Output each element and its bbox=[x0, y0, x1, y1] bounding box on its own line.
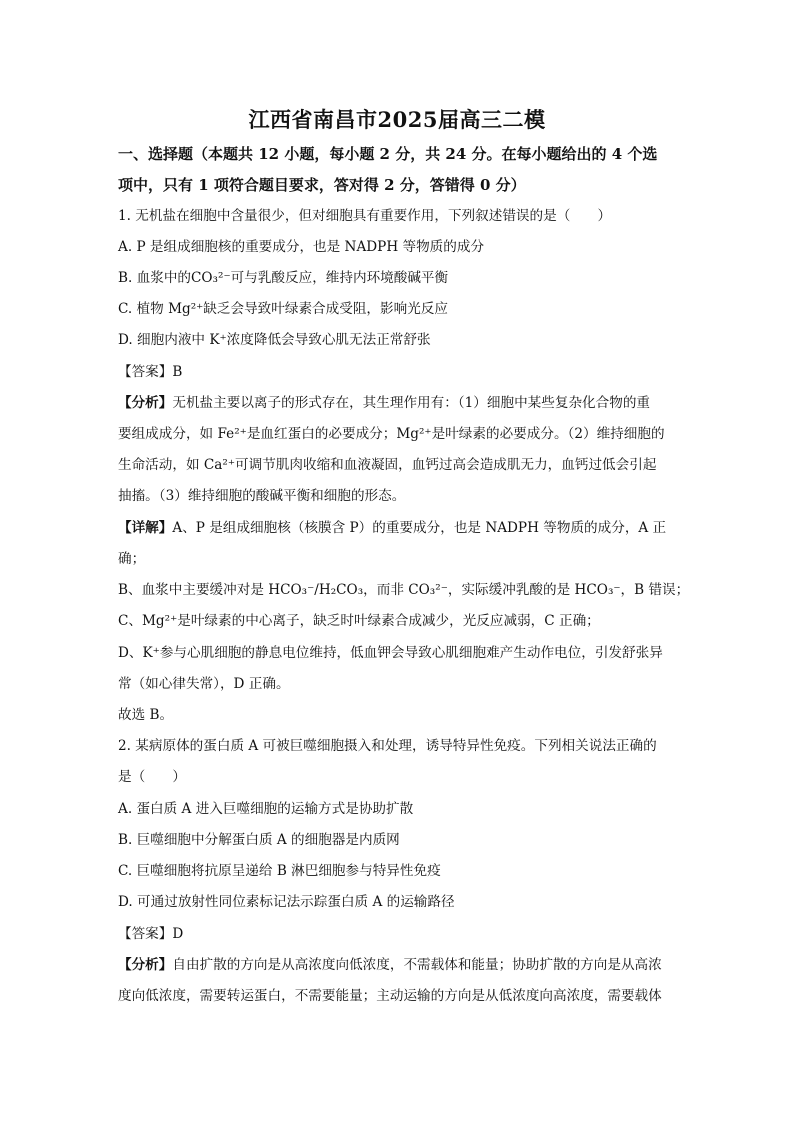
q1-answer: 【答案】B bbox=[118, 364, 183, 380]
q1-detail-line-3: B、血浆中主要缓冲对是 HCO₃⁻/H₂CO₃，而非 CO₃²⁻，实际缓冲乳酸的是 HCO₃⁻，B 错误； bbox=[118, 582, 690, 598]
q1-option-d: D. 细胞内液中 K⁺浓度降低会导致心肌无法正常舒张 bbox=[118, 332, 431, 348]
q1-conclusion: 故选 B。 bbox=[118, 707, 174, 723]
q2-answer: 【答案】D bbox=[118, 926, 184, 942]
q1-detail-line-4: C、Mg²⁺是叶绿素的中心离子，缺乏时叶绿素合成减少，光反应减弱，C 正确； bbox=[118, 613, 600, 629]
q2-option-b: B. 巨噬细胞中分解蛋白质 A 的细胞器是内质网 bbox=[118, 832, 400, 848]
q2-stem-line-1: 2. 某病原体的蛋白质 A 可被巨噬细胞摄入和处理，诱导特异性免疫。下列相关说法正确的 bbox=[118, 738, 657, 754]
q2-option-a: A. 蛋白质 A 进入巨噬细胞的运输方式是协助扩散 bbox=[118, 801, 414, 817]
q1-option-c: C. 植物 Mg²⁺缺乏会导致叶绿素合成受阻，影响光反应 bbox=[118, 301, 448, 317]
q1-detail-line-6: 常（如心律失常），D 正确。 bbox=[118, 676, 290, 692]
q2-option-d: D. 可通过放射性同位素标记法示踪蛋白质 A 的运输路径 bbox=[118, 894, 455, 910]
q2-stem-line-2: 是（ ） bbox=[118, 769, 186, 785]
q2-analysis-line-1 bbox=[118, 955, 678, 975]
q2-analysis-label: 【分析】 bbox=[118, 957, 173, 973]
q1-stem: 1. 无机盐在细胞中含量很少，但对细胞具有重要作用，下列叙述错误的是（ ） bbox=[118, 208, 612, 224]
q1-analysis-line-3: 生命活动，如 Ca²⁺可调节肌肉收缩和血液凝固，血钙过高会造成肌无力，血钙过低会引起 bbox=[118, 457, 657, 473]
q1-detail-line-1 bbox=[118, 518, 678, 538]
q1-analysis-line-1 bbox=[118, 393, 678, 413]
q1-analysis-label: 【分析】 bbox=[118, 395, 173, 411]
q1-detail-text-1: A、P 是组成细胞核（核膜含 P）的重要成分，也是 NADPH 等物质的成分，A 正 bbox=[172, 520, 667, 536]
q2-analysis-line-2: 度向低浓度，需要转运蛋白，不需要能量；主动运输的方向是从低浓度向高浓度，需要载体 bbox=[118, 988, 662, 1004]
q2-analysis-text-1: 自由扩散的方向是从高浓度向低浓度，不需载体和能量；协助扩散的方向是从高浓 bbox=[172, 957, 662, 973]
q1-analysis-text-1: 无机盐主要以离子的形式存在，其生理作用有：（1）细胞中某些复杂化合物的重 bbox=[172, 395, 651, 411]
q1-detail-label: 【详解】 bbox=[118, 520, 173, 536]
q1-analysis-line-2: 要组成成分，如 Fe²⁺是血红蛋白的必要成分；Mg²⁺是叶绿素的必要成分。（2）维持细胞的 bbox=[118, 426, 665, 442]
section-heading-line-1: 一、选择题（本题共 12 小题，每小题 2 分，共 24 分。在每小题给出的 4 个选 bbox=[118, 145, 658, 163]
section-heading-line-2: 项中，只有 1 项符合题目要求，答对得 2 分，答错得 0 分） bbox=[118, 176, 526, 194]
q1-detail-line-2: 确； bbox=[118, 551, 146, 567]
q1-analysis-line-4: 抽搐。（3）维持细胞的酸碱平衡和细胞的形态。 bbox=[118, 488, 406, 504]
document-title: 江西省南昌市2025届高三二模 bbox=[248, 107, 546, 132]
q1-detail-line-5: D、K⁺参与心肌细胞的静息电位维持，低血钾会导致心肌细胞难产生动作电位，引发舒张异 bbox=[118, 645, 663, 661]
q1-option-a: A. P 是组成细胞核的重要成分，也是 NADPH 等物质的成分 bbox=[118, 239, 485, 255]
q1-option-b: B. 血浆中的CO₃²⁻可与乳酸反应，维持内环境酸碱平衡 bbox=[118, 270, 449, 286]
q2-option-c: C. 巨噬细胞将抗原呈递给 B 淋巴细胞参与特异性免疫 bbox=[118, 863, 441, 879]
